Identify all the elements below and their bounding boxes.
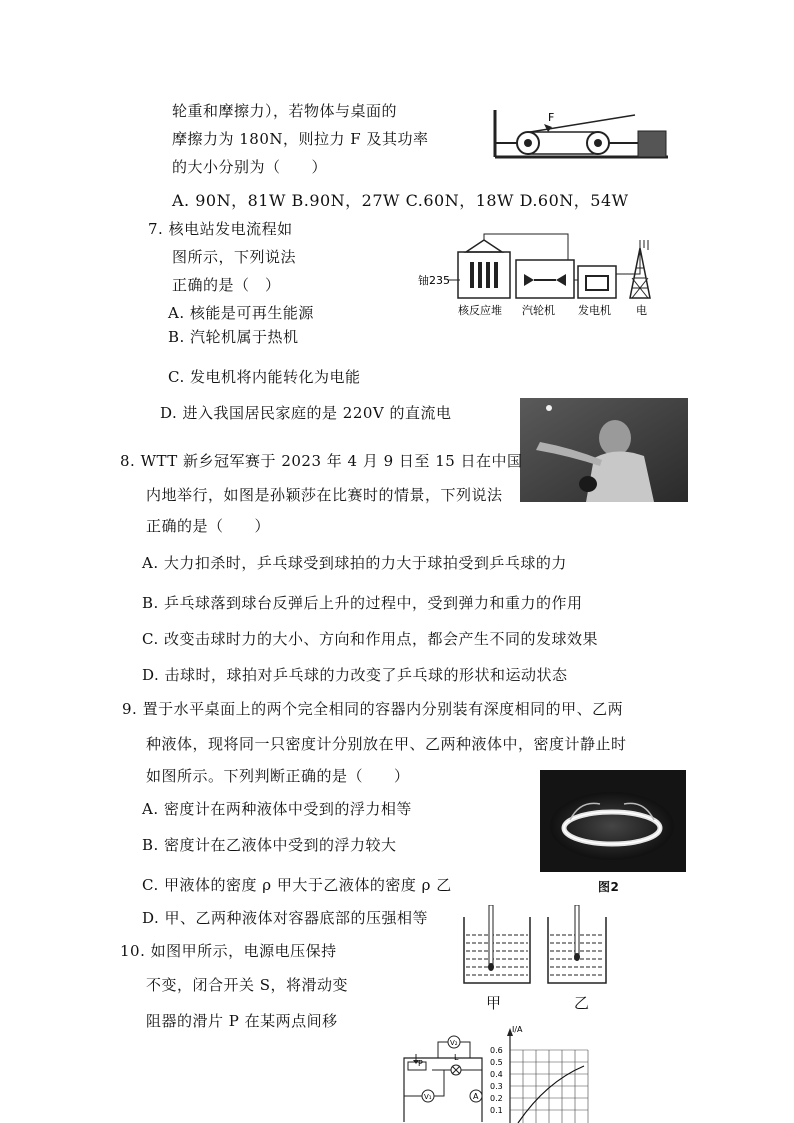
q7-option-d: D. 进入我国居民家庭的是 220V 的直流电 (160, 404, 452, 422)
graph-ytick: 0.1 (490, 1106, 503, 1115)
q8-line1: 8. WTT 新乡冠军赛于 2023 年 4 月 9 日至 15 日在中国 (120, 452, 523, 470)
q7-line3: 正确的是（ ） (172, 276, 281, 294)
q8-line2: 内地举行，如图是孙颖莎在比赛时的情景，下列说法 (146, 486, 503, 504)
fig2-ring-photo (540, 770, 686, 872)
q10-line2: 不变，闭合开关 S，将滑动变 (146, 976, 349, 994)
graph-ytick: 0.5 (490, 1058, 503, 1067)
q7-line1: 7. 核电站发电流程如 (148, 220, 293, 238)
fig2-label: 图2 (598, 880, 620, 894)
q10-circuit-figure (398, 1030, 498, 1123)
q7-turbine-label: 汽轮机 (522, 304, 555, 317)
q6-pulley-figure (490, 105, 670, 165)
graph-ytick: 0.2 (490, 1094, 503, 1103)
q7-power-label: 电 (636, 304, 647, 317)
graph-ytick: 0.3 (490, 1082, 503, 1091)
q8-option-a: A. 大力扣杀时，乒乓球受到球拍的力大于球拍受到乒乓球的力 (142, 554, 567, 572)
q9-option-c: C. 甲液体的密度 ρ 甲大于乙液体的密度 ρ 乙 (142, 876, 452, 894)
q6-force-label: F (548, 111, 555, 124)
circuit-l-label: L (454, 1053, 459, 1062)
beaker-yi-label: 乙 (574, 994, 590, 1012)
q7-line2: 图所示，下列说法 (172, 248, 297, 266)
q6-line3: 的大小分别为（ ） (172, 158, 328, 176)
q8-line3: 正确的是（ ） (146, 517, 271, 535)
q10-graph-figure (488, 1022, 598, 1123)
q9-option-b: B. 密度计在乙液体中受到的浮力较大 (142, 836, 397, 854)
q6-line1: 轮重和摩擦力），若物体与桌面的 (172, 102, 398, 120)
q7-power-plant-figure (418, 230, 668, 318)
q7-reactor-label: 核反应堆 (458, 304, 502, 317)
q6-line2: 摩擦力为 180N，则拉力 F 及其功率 (172, 130, 429, 148)
q7-option-b: B. 汽轮机属于热机 (168, 328, 299, 346)
q9-option-a: A. 密度计在两种液体中受到的浮力相等 (142, 800, 412, 818)
q6-options: A. 90N，81W B.90N，27W C.60N，18W D.60N，54W (172, 191, 629, 210)
q9-line1: 9. 置于水平桌面上的两个完全相同的容器内分别装有深度相同的甲、乙两 (122, 700, 624, 718)
q7-fuel-label: 铀235 (418, 274, 450, 287)
q7-option-c: C. 发电机将内能转化为电能 (168, 368, 361, 386)
beaker-yi (548, 905, 606, 983)
q9-option-d: D. 甲、乙两种液体对容器底部的压强相等 (142, 909, 429, 927)
q8-option-c: C. 改变击球时力的大小、方向和作用点，都会产生不同的发球效果 (142, 630, 598, 648)
circuit-a-label: A (473, 1092, 479, 1101)
graph-ytick: 0.4 (490, 1070, 503, 1079)
circuit-v2-label: V₂ (450, 1039, 458, 1047)
q8-option-b: B. 乒乓球落到球台反弹后上升的过程中，受到弹力和重力的作用 (142, 594, 583, 612)
circuit-p-label: P (418, 1059, 423, 1068)
q10-line3: 阻器的滑片 P 在某两点间移 (146, 1012, 338, 1030)
q8-table-tennis-photo (520, 398, 688, 502)
q7-generator-label: 发电机 (578, 304, 611, 317)
graph-ytick: 0.6 (490, 1046, 503, 1055)
graph-ylabel: I/A (512, 1025, 523, 1034)
q9-line2: 种液体，现将同一只密度计分别放在甲、乙两种液体中，密度计静止时 (146, 735, 627, 753)
q10-line1: 10. 如图甲所示，电源电压保持 (120, 942, 337, 960)
beaker-jia-label: 甲 (486, 994, 502, 1012)
q7-option-a: A. 核能是可再生能源 (168, 304, 314, 322)
circuit-v1-label: V₁ (424, 1093, 432, 1101)
q9-line3: 如图所示。下列判断正确的是（ ） (146, 767, 410, 785)
beaker-jia (464, 905, 530, 983)
q8-option-d: D. 击球时，球拍对乒乓球的力改变了乒乓球的形状和运动状态 (142, 666, 568, 684)
